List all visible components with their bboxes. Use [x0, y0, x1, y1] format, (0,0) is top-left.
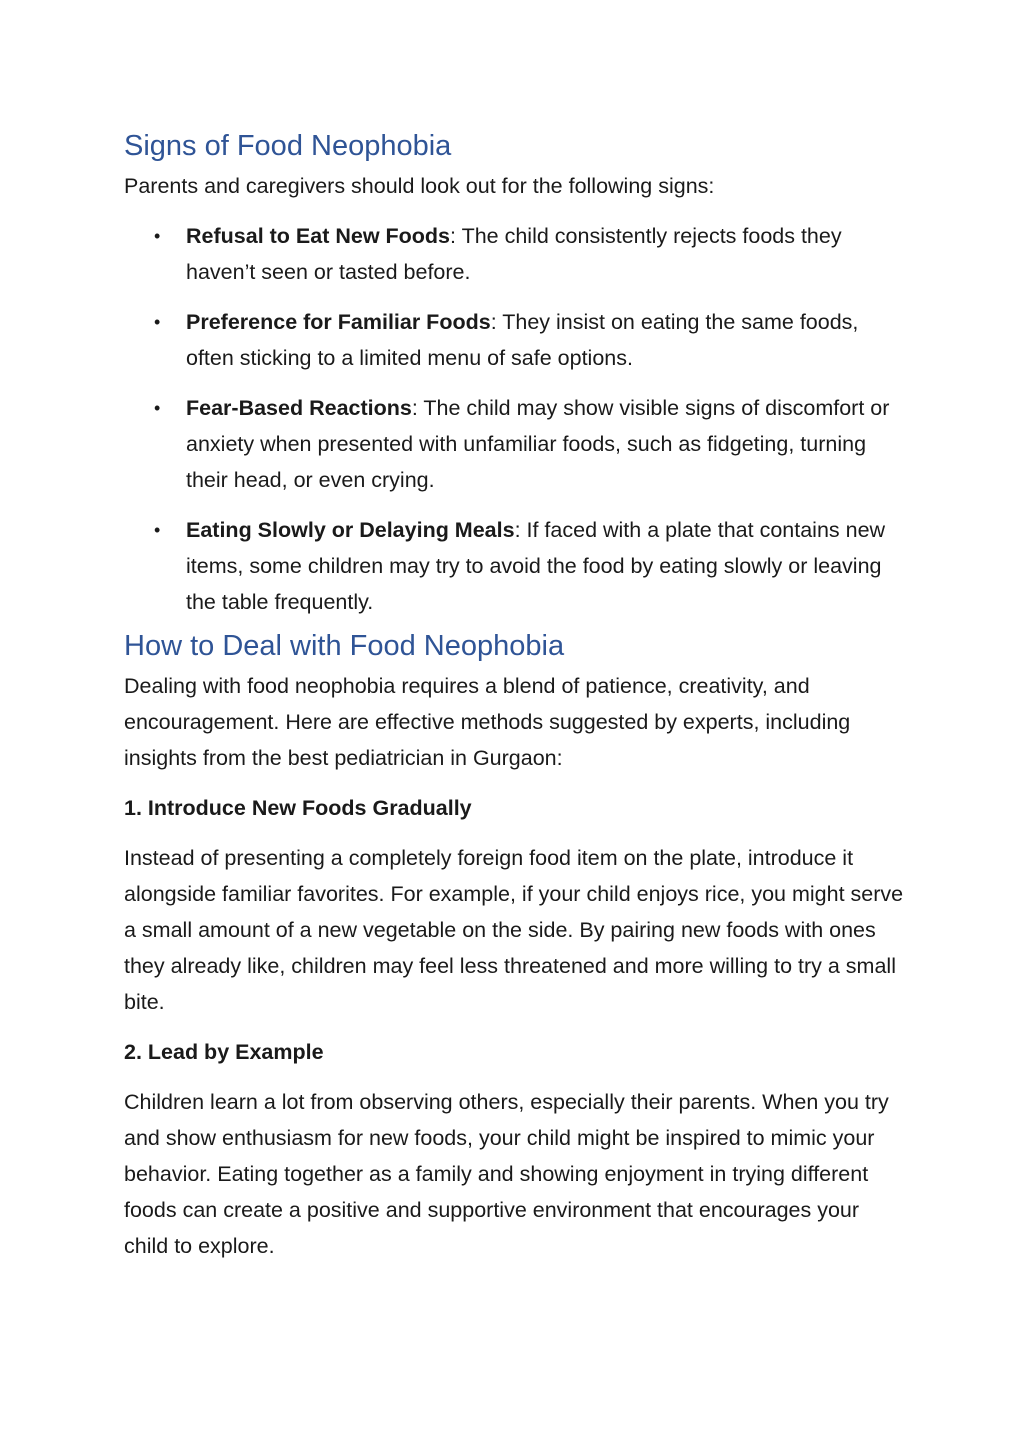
bullet-term: Fear-Based Reactions — [186, 396, 412, 420]
bullet-term: Refusal to Eat New Foods — [186, 224, 451, 248]
section-heading-signs: Signs of Food Neophobia — [124, 130, 452, 162]
bullet-icon: • — [154, 312, 161, 332]
section-heading-how-to-deal: How to Deal with Food Neophobia — [124, 630, 565, 662]
bullet-icon: • — [154, 398, 161, 418]
signs-list — [124, 218, 904, 620]
bullet-icon: • — [154, 226, 161, 246]
bullet-text: : The child may show visible signs of discomfort or anxiety when presented with unfamiliar foods, such as fidgeting, turning their head, or even crying. — [186, 396, 890, 492]
bullet-text: : They insist on eating the same foods, often sticking to a limited menu of safe options. — [186, 310, 859, 370]
subsection-title: 2. Lead by Example — [124, 1040, 324, 1064]
how-to-deal-intro: Dealing with food neophobia requires a blend of patience, creativity, and encouragement. Here are effective methods suggested by experts, including insights from the best pediatrician in Gurgaon: — [124, 674, 851, 770]
bullet-icon: • — [154, 520, 161, 540]
bullet-term: Preference for Familiar Foods — [186, 310, 491, 334]
list-item — [124, 304, 904, 376]
subsection-body: Children learn a lot from observing others, especially their parents. When you try and show enthusiasm for new foods, your child might be inspired to mimic your behavior. Eating together as a family and showing enjoyment in trying different foods can create a positive and supportive environment that encourages your child to explore. — [124, 1090, 889, 1258]
list-item — [124, 218, 904, 290]
bullet-text: : If faced with a plate that contains new items, some children may try to avoid the food by eating slowly or leaving the table frequently. — [186, 518, 886, 614]
subsection-title: 1. Introduce New Foods Gradually — [124, 796, 472, 820]
list-item — [124, 390, 904, 498]
list-item — [124, 512, 904, 620]
bullet-text: : The child consistently rejects foods they haven’t seen or tasted before. — [186, 224, 842, 284]
subsection-body: Instead of presenting a completely foreign food item on the plate, introduce it alongside familiar favorites. For example, if your child enjoys rice, you might serve a small amount of a new vegetable on the side. By pairing new foods with ones they already like, children may feel less threatened and more willing to try a small bite. — [124, 846, 904, 1014]
bullet-term: Eating Slowly or Delaying Meals — [186, 518, 515, 542]
document-page — [124, 124, 904, 1278]
signs-intro: Parents and caregivers should look out for the following signs: — [124, 174, 715, 198]
